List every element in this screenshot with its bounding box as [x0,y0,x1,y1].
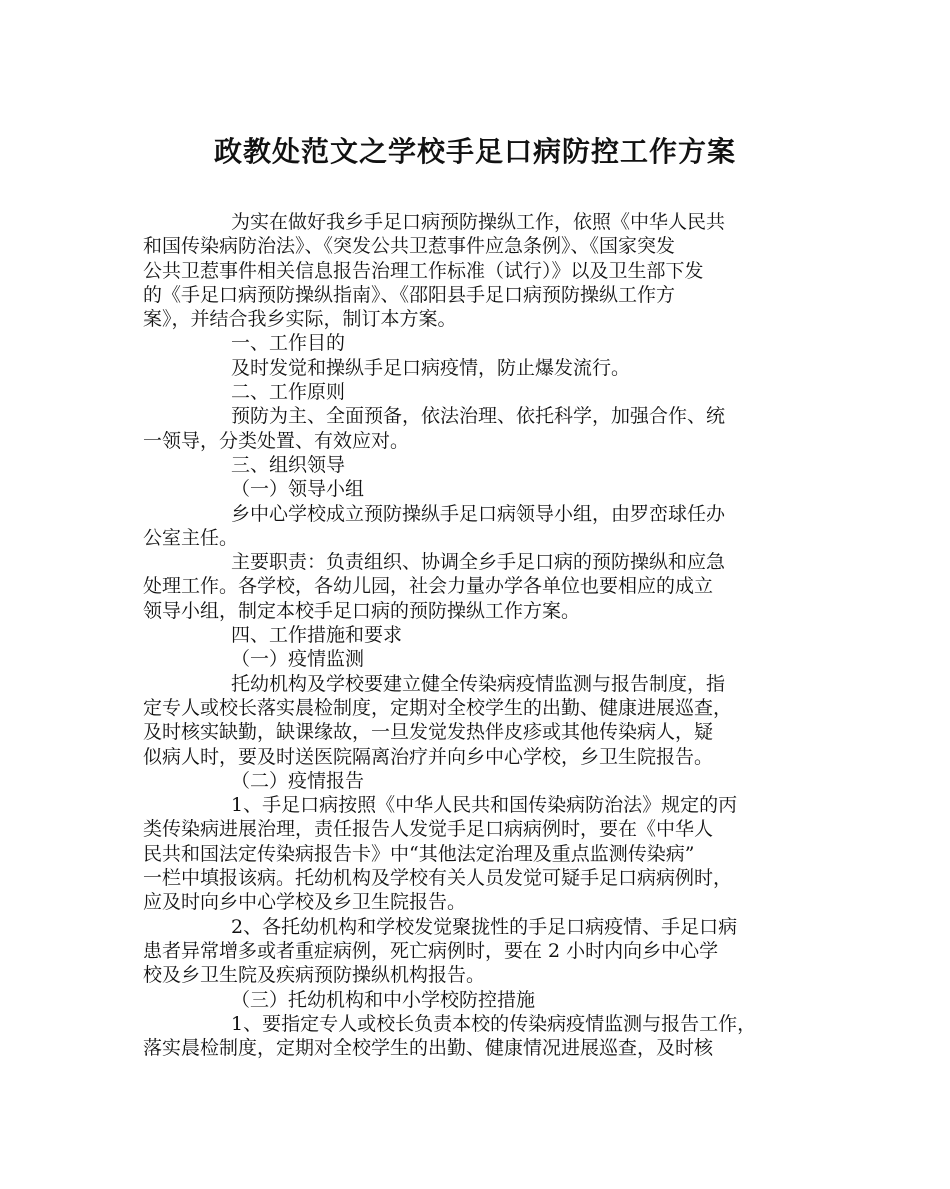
text-line: 1、要指定专人或校长负责本校的传染病疫情监测与报告工作， [231,1012,757,1035]
text-line: 领导小组，制定本校手足口病的预防操纵工作方案。 [143,599,581,622]
text-line: 公室主任。 [143,526,239,549]
text-line: 四、工作措施和要求 [231,624,403,647]
text-line: 似病人时，要及时送医院隔离治疗并向乡中心学校，乡卫生院报告。 [143,745,714,768]
text-line: 1、手足口病按照《中华人民共和国传染病防治法》规定的丙 [231,794,738,817]
document-title: 政教处范文之学校手足口病防控工作方案 [213,135,736,168]
text-line: 三、组织领导 [231,453,346,476]
text-line: 校及乡卫生院及疾病预防操纵机构报告。 [143,964,486,987]
text-line: 和国传染病防治法》、《突发公共卫惹事件应急条例》、《国家突发 [143,235,676,258]
text-line: 一、工作目的 [231,332,346,355]
text-line: 应及时向乡中心学校及乡卫生院报告。 [143,891,467,914]
text-line: （一）领导小组 [231,478,365,501]
text-line: 及时发觉和操纵手足口病疫情，防止爆发流行。 [231,356,631,379]
text-line: 患者异常增多或者重症病例，死亡病例时，要在 2 小时内向乡中心学 [143,939,719,962]
text-line: 类传染病进展治理，责任报告人发觉手足口病病例时，要在《中华人 [143,818,714,841]
text-line: 案》，并结合我乡实际，制订本方案。 [143,308,457,331]
text-line: 主要职责：负责组织、协调全乡手足口病的预防操纵和应急 [231,551,726,574]
text-line: 的《手足口病预防操纵指南》、《邵阳县手足口病预防操纵工作方 [143,283,676,306]
document-body [143,210,823,1060]
text-line: 定专人或校长落实晨检制度，定期对全校学生的出勤、健康进展巡查， [143,696,733,719]
text-line: 一栏中填报该病。托幼机构及学校有关人员发觉可疑手足口病病例时， [143,867,733,890]
text-line: 乡中心学校成立预防操纵手足口病领导小组，由罗峦球任办 [231,502,726,525]
text-line: 为实在做好我乡手足口病预防操纵工作，依照《中华人民共 [231,211,726,233]
text-line: 二、工作原则 [231,381,346,404]
text-line: 落实晨检制度，定期对全校学生的出勤、健康情况进展巡查，及时核 [143,1037,714,1060]
text-line: 托幼机构及学校要建立健全传染病疫情监测与报告制度，指 [231,672,726,695]
text-line: （三）托幼机构和中小学校防控措施 [231,988,536,1011]
text-line: 一领导，分类处置、有效应对。 [143,429,410,452]
text-line: 处理工作。各学校，各幼儿园，社会力量办学各单位也要相应的成立 [143,575,714,598]
text-line: 2、各托幼机构和学校发觉聚拢性的手足口病疫情、手足口病 [231,915,738,938]
text-line: 预防为主、全面预备，依法治理、依托科学，加强合作、统 [231,405,726,428]
text-line: （二）疫情报告 [231,769,365,792]
text-line: （一）疫情监测 [231,648,365,671]
text-line: 及时核实缺勤，缺课缘故，一旦发觉发热伴皮疹或其他传染病人，疑 [143,721,714,744]
text-line: 公共卫惹事件相关信息报告治理工作标准（试行）》以及卫生部下发 [143,259,704,282]
text-line: 民共和国法定传染病报告卡》中“其他法定治理及重点监测传染病” [143,842,695,865]
